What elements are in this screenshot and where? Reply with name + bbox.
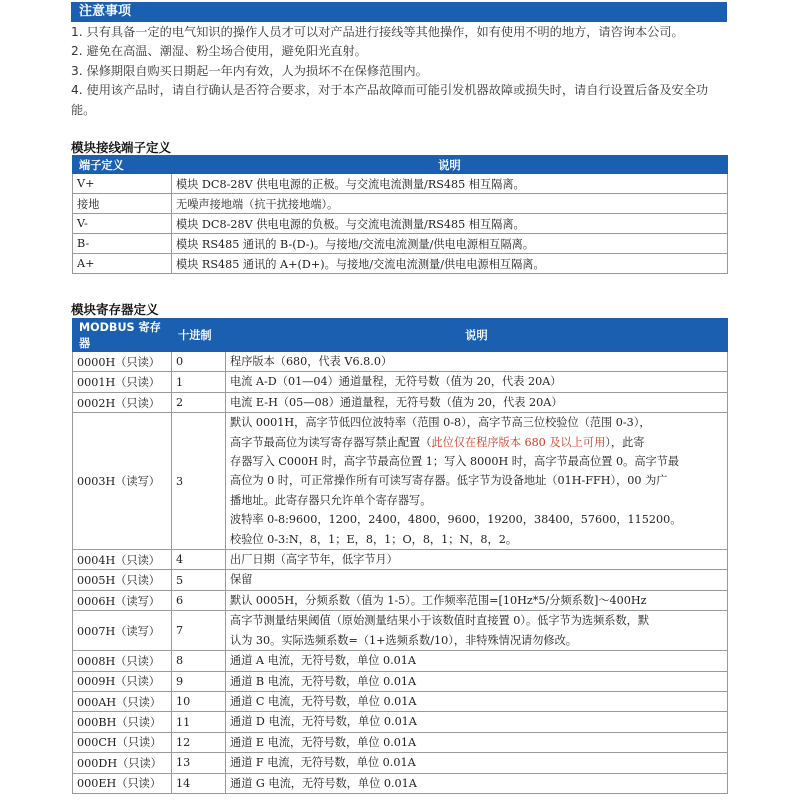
terminal-table <box>72 155 728 274</box>
table-row <box>73 651 728 671</box>
terminal-desc: 模块 DC8-28V 供电电源的负极。与交流电流测量/RS485 相互隔离。 <box>172 214 728 234</box>
table-row <box>73 550 728 570</box>
table-row <box>73 214 728 234</box>
table-row <box>73 671 728 691</box>
desc-segment: ），此寄 <box>605 435 645 449</box>
desc-line: 通道 G 电流，无符号数，单位 0.01A <box>230 776 417 790</box>
desc-line: 电流 A-D（01—04）通道量程，无符号数（值为 20，代表 20A） <box>230 375 562 389</box>
terminal-desc: 模块 RS485 通讯的 B-(D-)。与接地/交流电流测量/供电电源相互隔离。 <box>172 234 728 254</box>
desc-line: 认为 30。实际选频系数=（1+选频系数/10），非特殊情况请勿修改。 <box>230 633 577 647</box>
register-decimal: 4 <box>172 550 226 570</box>
table-row <box>73 254 728 274</box>
register-address: 000EH（只读） <box>73 773 172 793</box>
desc-line: 出厂日期（高字节年，低字节月） <box>230 553 398 567</box>
desc-line: 默认 0005H，分频系数（值为 1-5）。工作频率范围=[10Hz*5/分频系数]～400Hz <box>230 593 647 607</box>
register-col-header: 十进制 <box>172 319 226 352</box>
register-desc <box>226 651 728 671</box>
desc-line: 通道 D 电流，无符号数，单位 0.01A <box>230 715 417 729</box>
desc-line: 电流 E-H（05—08）通道量程，无符号数（值为 20，代表 20A） <box>230 395 563 409</box>
register-desc <box>226 691 728 711</box>
register-address: 0001H（只读） <box>73 372 172 392</box>
desc-line <box>230 433 723 452</box>
register-address: 0004H（只读） <box>73 550 172 570</box>
register-desc <box>226 352 728 372</box>
table-row <box>73 773 728 793</box>
register-desc <box>226 712 728 732</box>
desc-line: 高位为 0 时，可正常操作所有可读写寄存器。低字节为设备地址（01H-FFH），00 为广 <box>230 474 668 488</box>
register-decimal: 8 <box>172 651 226 671</box>
terminal-col-header: 端子定义 <box>73 156 172 174</box>
desc-line: 通道 A 电流，无符号数，单位 0.01A <box>230 654 416 668</box>
register-desc <box>226 570 728 590</box>
desc-line: 保留 <box>230 573 253 587</box>
terminal-name: V+ <box>73 174 172 194</box>
register-table <box>72 318 728 794</box>
register-address: 0006H（读写） <box>73 590 172 610</box>
table-row <box>73 234 728 254</box>
desc-line: 波特率 0-8:9600，1200，2400，4800，9600，19200，38400，57600，115200。 <box>230 513 682 527</box>
table-row <box>73 352 728 372</box>
table-row <box>73 174 728 194</box>
register-section-title: 模块寄存器定义 <box>71 302 159 317</box>
register-address: 000DH（只读） <box>73 753 172 773</box>
desc-line: 存器写入 C000H 时，高字节最高位置 1；写入 8000H 时，高字节最高位置 0。高字节最 <box>230 455 680 469</box>
register-desc <box>226 550 728 570</box>
register-desc <box>226 773 728 793</box>
register-decimal: 9 <box>172 671 226 691</box>
table-row <box>73 611 728 651</box>
register-desc <box>226 372 728 392</box>
register-desc <box>226 413 728 550</box>
register-address: 000AH（只读） <box>73 691 172 711</box>
terminal-section-title: 模块接线端子定义 <box>71 140 172 155</box>
desc-line: 通道 C 电流，无符号数，单位 0.01A <box>230 694 417 708</box>
table-row <box>73 570 728 590</box>
terminal-name: B- <box>73 234 172 254</box>
register-table-header <box>73 319 728 352</box>
notice-item: 3. 保修期限自购买日期起一年内有效，人为损坏不在保修范围内。 <box>71 63 428 78</box>
register-address: 0007H（读写） <box>73 611 172 651</box>
register-address: 0003H（读写） <box>73 413 172 550</box>
register-decimal: 2 <box>172 392 226 412</box>
terminal-desc: 模块 DC8-28V 供电电源的正极。与交流电流测量/RS485 相互隔离。 <box>172 174 728 194</box>
table-row <box>73 691 728 711</box>
terminal-table-header <box>73 156 728 174</box>
register-address: 0000H（只读） <box>73 352 172 372</box>
register-address: 000CH（只读） <box>73 732 172 752</box>
desc-line: 播地址。此寄存器只允许单个寄存器写。 <box>230 493 432 507</box>
register-desc <box>226 392 728 412</box>
terminal-name: 接地 <box>73 194 172 214</box>
desc-line: 校验位 0-3:N，8，1；E，8，1；O，8，1；N，8，2。 <box>230 532 518 546</box>
register-col-header: MODBUS 寄存器 <box>73 319 172 352</box>
table-row <box>73 753 728 773</box>
register-decimal: 7 <box>172 611 226 651</box>
terminal-col-header: 说明 <box>172 156 728 174</box>
register-desc <box>226 732 728 752</box>
register-decimal: 13 <box>172 753 226 773</box>
desc-line: 通道 E 电流，无符号数，单位 0.01A <box>230 735 417 749</box>
register-address: 0005H（只读） <box>73 570 172 590</box>
register-decimal: 14 <box>172 773 226 793</box>
notice-item: 2. 避免在高温、潮湿、粉尘场合使用，避免阳光直射。 <box>71 44 367 59</box>
register-desc <box>226 590 728 610</box>
register-address: 0008H（只读） <box>73 651 172 671</box>
register-decimal: 6 <box>172 590 226 610</box>
desc-line: 高字节测量结果阈值（原始测量结果小于该数值时直接置 0）。低字节为选频系数，默 <box>230 614 650 628</box>
terminal-desc: 无噪声接地端（抗干扰接地端）。 <box>172 194 728 214</box>
table-row <box>73 590 728 610</box>
table-row <box>73 372 728 392</box>
highlight-note: 此位仅在程序版本 680 及以上可用 <box>431 435 606 449</box>
register-address: 0002H（只读） <box>73 392 172 412</box>
register-address: 0009H（只读） <box>73 671 172 691</box>
table-row <box>73 712 728 732</box>
table-row <box>73 392 728 412</box>
register-desc <box>226 671 728 691</box>
notice-list <box>71 23 731 120</box>
register-decimal: 10 <box>172 691 226 711</box>
terminal-name: A+ <box>73 254 172 274</box>
register-desc <box>226 611 728 651</box>
register-decimal: 12 <box>172 732 226 752</box>
register-address: 000BH（只读） <box>73 712 172 732</box>
table-row <box>73 732 728 752</box>
table-row <box>73 413 728 550</box>
desc-line: 默认 0001H，高字节低四位波特率（范围 0-8），高字节高三位校验位（范围 0-3）， <box>230 416 651 430</box>
desc-line: 通道 F 电流，无符号数，单位 0.01A <box>230 756 416 770</box>
desc-line: 通道 B 电流，无符号数，单位 0.01A <box>230 674 417 688</box>
register-desc <box>226 753 728 773</box>
register-decimal: 11 <box>172 712 226 732</box>
register-col-header: 说明 <box>226 319 728 352</box>
desc-line: 程序版本（680，代表 V6.8.0） <box>230 355 393 368</box>
terminal-desc: 模块 RS485 通讯的 A+(D+)。与接地/交流电流测量/供电电源相互隔离。 <box>172 254 728 274</box>
table-row <box>73 194 728 214</box>
register-decimal: 0 <box>172 352 226 372</box>
notice-item: 1. 只有具备一定的电气知识的操作人员才可以对产品进行接线等其他操作，如有使用不明的地方，请咨询本公司。 <box>71 25 684 39</box>
register-decimal: 5 <box>172 570 226 590</box>
register-decimal: 1 <box>172 372 226 392</box>
notice-title: 注意事项 <box>79 4 132 19</box>
desc-segment: 高字节最高位为读写寄存器写禁止配置（ <box>230 435 432 449</box>
terminal-name: V- <box>73 214 172 234</box>
register-decimal: 3 <box>172 413 226 550</box>
notice-item: 4. 使用该产品时，请自行确认是否符合要求，对于本产品故障而可能引发机器故障或损失时，请自行设置后备及安全功能。 <box>71 83 709 117</box>
notice-title-bar <box>71 2 727 22</box>
